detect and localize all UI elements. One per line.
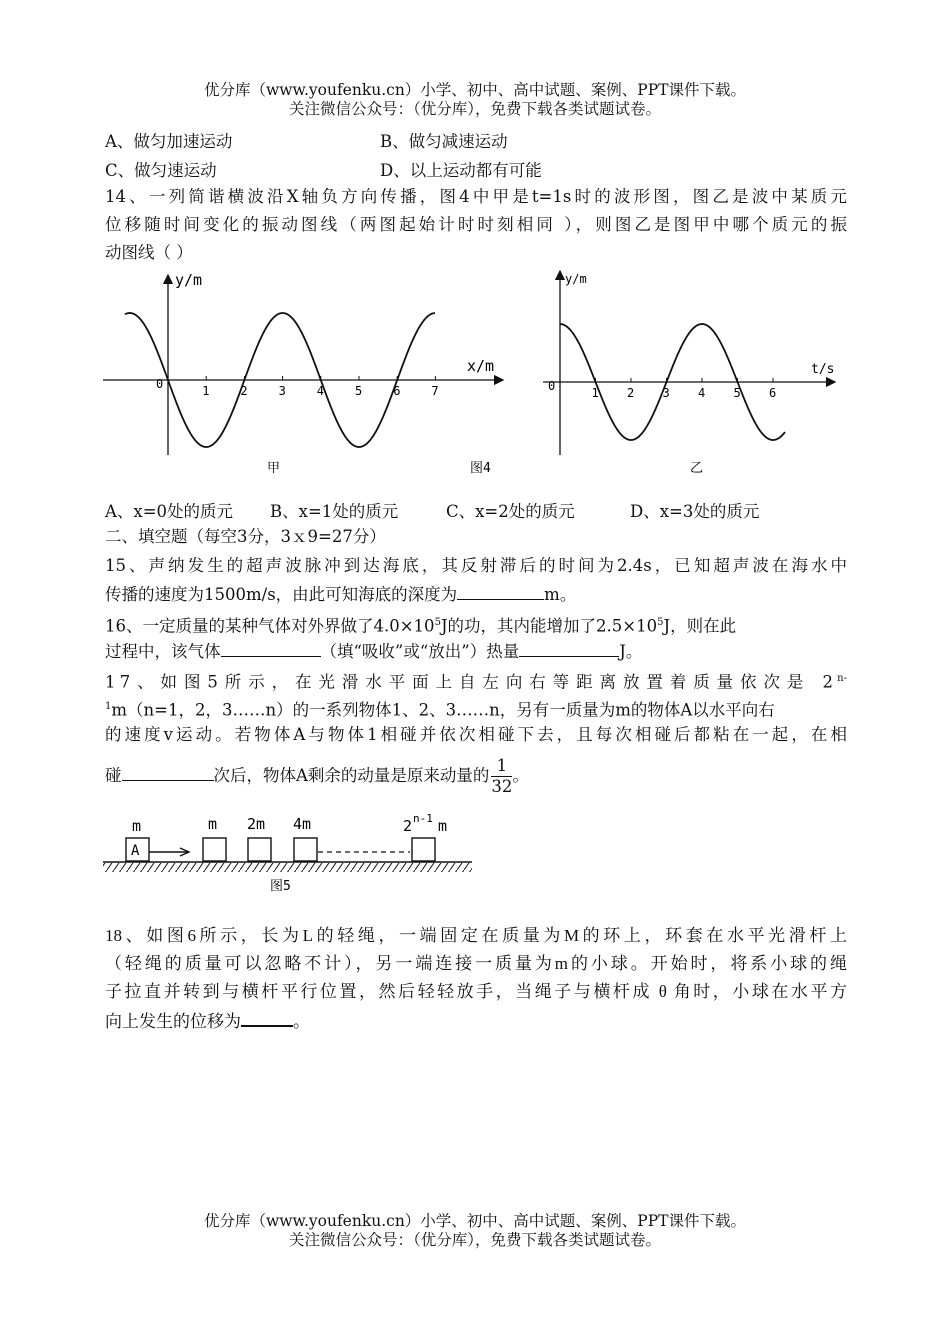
yi-x-label: t/s [811,362,835,377]
q17-sup-a: n- [837,673,847,684]
label-block-2: 2m [247,815,266,833]
q17-collision-count-blank[interactable] [122,764,214,781]
header-line-2: 关注微信公众号：（优分库），免费下载各类试题试卷。 [288,100,661,118]
q16-unit: J。 [619,642,643,661]
q13-option-a: A、做匀加速运动 [105,132,233,151]
q15-unit: m。 [544,585,577,604]
figure-5 [100,810,475,900]
q16-heat-blank[interactable] [519,640,619,657]
q17-line-3: 的速度v运动。若物体A与物体1相碰并依次相碰下去，且每次相碰后都粘在一起，在相 [105,725,847,744]
ground-hatching [103,863,472,872]
q18-line-4 [105,1009,310,1033]
jia-tick-label: 1 [202,384,210,398]
q18-displacement-blank[interactable] [241,1009,293,1027]
jia-tick-label: 3 [278,384,286,398]
q17-text-a: 17、如图5所示，在光滑水平面上自左向右等距离放置着质量依次是 2 [105,672,838,692]
q18-line-3: 子拉直并转到与横杆平行位置，然后轻轻放手，当绳子与横杆成 θ 角时，小球在水平方 [105,982,847,1001]
q16-text-c: J，则在此 [663,616,737,636]
q13-option-c: C、做匀速运动 [105,161,217,180]
q15-line-2 [105,583,576,606]
q17-sup-b: 1 [105,701,112,712]
figure-4-caption: 图4 [470,461,491,476]
q16-absorb-release-blank[interactable] [221,640,321,657]
q15-line-1: 15、声纳发生的超声波脉冲到达海底，其反射滞后的时间为2.4s，已知超声波在海水中 [105,556,847,575]
q15-line-2-text: 传播的速度为1500m/s，由此可知海底的深度为 [105,585,458,604]
yi-tick-label: 2 [627,386,635,400]
label-block-n-sup: n-1 [413,812,433,825]
graph-jia [103,271,503,476]
jia-tick-label: 6 [393,384,401,398]
label-block-1: m [208,815,218,833]
q15-depth-blank[interactable] [457,583,544,600]
q16-exp-1: 5 [434,617,441,628]
q14-option-b: B、x=1处的质元 [270,502,399,521]
figure-4 [95,265,855,480]
q14-line-3: 动图线（ ） [105,243,193,262]
yi-tick-label: 0 [548,379,556,393]
q16-text-e: （填“吸收”或“放出”）热量 [320,642,520,661]
q18-line-1: 18、如图6所示，长为L的轻绳，一端固定在质量为M的环上，环套在水平光滑杆上 [105,926,847,945]
label-block-3: 4m [293,815,312,833]
figure-5-caption: 图5 [270,879,291,894]
label-block-n-base: 2 [403,817,413,835]
header-line-1: 优分库（www.youfenku.cn）小学、初中、高中试题、案例、PPT课件下载。 [203,81,747,99]
q18-line-2: （轻绳的质量可以忽略不计），另一端连接一质量为m的小球。开始时，将系小球的绳 [105,954,847,973]
jia-x-label: x/m [467,357,495,375]
q17-text-b: m（n=1，2，3……n）的一系列物体1、2、3……n，另有一质量为m的物体A以水平向右 [111,700,775,720]
footer-line-1: 优分库（www.youfenku.cn）小学、初中、高中试题、案例、PPT课件下载。 [203,1212,747,1230]
q13-option-b: B、做匀减速运动 [380,132,508,151]
q16-line-1 [105,612,847,638]
q14-option-a: A、x=0处的质元 [105,502,234,521]
yi-caption: 乙 [690,461,704,476]
block-2 [248,838,271,861]
jia-tick-label: 4 [316,384,325,398]
q17-line-1 [105,668,847,694]
q14-option-c: C、x=2处的质元 [446,502,575,521]
yi-y-label: y/m [565,272,587,286]
footer-line-2: 关注微信公众号：（优分库），免费下载各类试题试卷。 [288,1231,661,1249]
yi-tick-label: 4 [698,386,706,400]
jia-tick-label: 0 [156,377,164,391]
q16-text-a: 16、一定质量的某种气体对外界做了4.0×10 [105,616,435,636]
jia-y-label: y/m [175,271,203,289]
q17-text-e: 。 [512,766,529,785]
q16-text-d: 过程中，该气体 [105,642,221,661]
label-block-n-unit: m [438,817,448,835]
q17-line-2 [105,696,775,722]
yi-tick-label: 3 [662,386,670,400]
yi-tick-label: 6 [769,386,777,400]
block-3 [294,838,317,861]
q14-line-2: 位移随时间变化的振动图线（两图起始计时时刻相同 ），则图乙是图甲中哪个质元的振 [105,215,847,234]
block-1 [203,838,226,861]
fraction-denominator: 32 [491,777,513,796]
yi-tick-label: 1 [591,386,599,400]
block-n [412,838,435,861]
q17-fraction [491,756,512,797]
q17-text-c: 碰 [105,766,122,785]
q18-text: 向上发生的位移为 [105,1012,241,1031]
q16-line-2 [105,640,642,663]
q13-option-d: D、以上运动都有可能 [380,161,542,180]
jia-tick-label: 7 [431,384,439,398]
yi-tick-label: 5 [733,386,741,400]
jia-tick-label: 5 [355,384,363,398]
jia-tick-label: 2 [240,384,248,398]
section-2-title: 二、填空题（每空3分，3ｘ9=27分） [105,527,386,546]
jia-caption: 甲 [267,461,281,476]
label-a-mass: m [132,817,142,835]
graph-yi [543,271,835,476]
q17-line-4 [105,756,529,797]
block-a-label: A [131,843,140,859]
q16-text-b: J的功，其内能增加了2.5×10 [440,616,658,636]
q16-exp-2: 5 [657,617,664,628]
q17-text-d: 次后，物体A剩余的动量是原来动量的 [213,766,490,785]
q18-end: 。 [293,1012,310,1031]
q14-option-d: D、x=3处的质元 [630,502,760,521]
fraction-numerator: 1 [491,756,512,777]
q14-line-1: 14、一列简谐横波沿X轴负方向传播，图4中甲是t=1s时的波形图，图乙是波中某质元 [105,187,847,206]
